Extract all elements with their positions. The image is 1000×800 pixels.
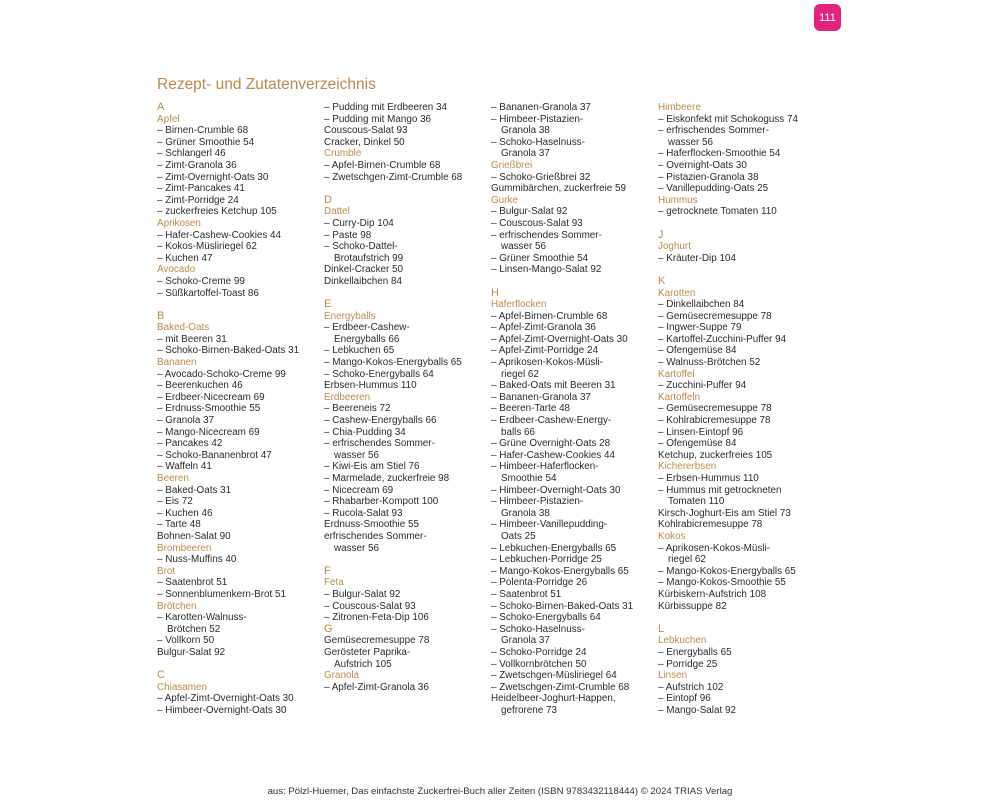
index-entry: – getrocknete Tomaten 110 xyxy=(658,206,777,218)
index-entry: – Kohlrabicremesuppe 78 xyxy=(658,415,771,427)
index-entry: – Bulgur-Salat 92 xyxy=(324,588,401,600)
index-entry: – Pudding mit Erdbeeren 34 xyxy=(324,102,447,113)
index-entry: – erfrischendes Sommer- xyxy=(658,125,769,137)
index-spacer xyxy=(157,299,317,311)
index-entry: – Nicecream 69 xyxy=(324,484,394,496)
index-entry: – Birnen-Crumble 68 xyxy=(157,125,249,137)
index-entry: – erfrischendes Sommer- xyxy=(324,438,435,450)
index-column-1 xyxy=(157,102,317,716)
index-entry: – Bananen-Granola 37 xyxy=(491,391,591,403)
page-number-badge: 111 xyxy=(814,4,841,31)
index-entry: – Saatenbrot 51 xyxy=(491,588,562,600)
index-entry: – Rucola-Salat 93 xyxy=(324,507,403,519)
index-category: Gurke xyxy=(491,194,518,206)
index-entry: – Gemüsecremesuppe 78 xyxy=(658,403,772,415)
index-entry: – Grüne Overnight-Oats 28 xyxy=(491,438,611,450)
index-letter-heading: A xyxy=(157,101,165,113)
index-entry: – Pudding mit Mango 36 xyxy=(324,113,432,125)
index-entry: – Bulgur-Salat 92 xyxy=(491,206,568,218)
index-letter-heading: G xyxy=(324,622,333,635)
index-letter-heading: E xyxy=(324,298,332,311)
page-title: Rezept- und Zutatenverzeichnis xyxy=(157,76,376,93)
index-entry: – Schoko-Energyballs 64 xyxy=(324,368,434,380)
index-entry: – Chia-Pudding 34 xyxy=(324,426,406,438)
index-entry: – Apfel-Zimt-Granola 36 xyxy=(324,681,429,693)
index-entry: – Kräuter-Dip 104 xyxy=(658,252,736,264)
index-category: Energyballs xyxy=(324,310,376,322)
index-entry: – Lebkuchen-Energyballs 65 xyxy=(491,542,617,554)
index-entry-continuation: Granola 38 xyxy=(501,507,550,519)
index-entry: – Apfel-Zimt-Overnight-Oats 30 xyxy=(491,333,628,345)
index-entry: – Vollkorn 50 xyxy=(157,635,215,647)
index-entry: – Curry-Dip 104 xyxy=(324,217,394,229)
index-entry: – Beeren-Tarte 48 xyxy=(491,403,571,415)
index-entry-continuation: wasser 56 xyxy=(668,136,714,148)
index-entry: – Schoko-Haselnuss- xyxy=(491,623,585,635)
index-entry: – Kokos-Müsliriegel 62 xyxy=(157,241,257,253)
index-category: Beeren xyxy=(157,473,189,484)
index-spacer xyxy=(157,659,317,671)
index-entry: – Mango-Kokos-Smoothie 55 xyxy=(658,577,786,589)
index-entry-continuation: Granola 37 xyxy=(501,635,550,647)
index-entry: – Mango-Salat 92 xyxy=(658,704,736,716)
index-entry: – Hummus mit getrockneten xyxy=(658,484,782,496)
index-entry: – Schoko-Bananenbrot 47 xyxy=(157,449,272,461)
index-entry: – Saatenbrot 51 xyxy=(157,577,228,589)
index-column-2 xyxy=(324,102,484,693)
index-entry: – Apfel-Zimt-Granola 36 xyxy=(491,322,596,334)
index-entry: – Baked-Oats mit Beeren 31 xyxy=(491,380,616,392)
index-letter-heading: C xyxy=(157,669,165,682)
index-entry: – Walnuss-Brötchen 52 xyxy=(658,357,761,369)
index-entry: Dinkel-Cracker 50 xyxy=(324,264,404,276)
index-entry: – Himbeer-Vanillepudding- xyxy=(491,519,608,531)
index-entry: – Ofengemüse 84 xyxy=(658,345,737,357)
index-entry: – Erdbeer-Cashew- xyxy=(324,322,410,334)
index-entry: – Kiwi-Eis am Stiel 76 xyxy=(324,461,420,473)
index-entry: – Schoko-Energyballs 64 xyxy=(491,612,601,624)
index-entry: – Mango-Kokos-Energyballs 65 xyxy=(324,357,462,369)
index-entry: – Polenta-Porridge 26 xyxy=(491,577,588,589)
index-category: Bananen xyxy=(157,357,197,369)
index-entry: – Vollkornbrötchen 50 xyxy=(491,658,587,670)
index-entry: – Schlangerl 46 xyxy=(157,148,226,160)
index-entry: – Aprikosen-Kokos-Müsli- xyxy=(658,542,770,554)
index-category: Grießbrei xyxy=(491,159,533,171)
index-entry: – Vanillepudding-Oats 25 xyxy=(658,183,769,195)
index-entry: – Ofengemüse 84 xyxy=(658,438,737,450)
index-entry: Kürbiskern-Aufstrich 108 xyxy=(658,588,767,600)
index-spacer xyxy=(324,183,484,195)
index-spacer xyxy=(658,218,818,230)
index-entry: – Zwetschgen-Zimt-Crumble 68 xyxy=(491,681,630,693)
index-entry: – Bananen-Granola 37 xyxy=(491,102,591,113)
index-entry: – Apfel-Birnen-Crumble 68 xyxy=(324,159,441,171)
index-category: Karotten xyxy=(658,287,696,299)
index-category: Brötchen xyxy=(157,600,197,612)
index-entry: – zuckerfreies Ketchup 105 xyxy=(157,206,277,218)
index-entry: – Pancakes 42 xyxy=(157,438,223,450)
index-entry: Dinkellaibchen 84 xyxy=(324,275,402,287)
index-entry: – Eis 72 xyxy=(157,496,193,508)
index-entry: – Himbeer-Pistazien- xyxy=(491,496,584,508)
index-entry: Erdnuss-Smoothie 55 xyxy=(324,519,419,531)
index-entry: – Schoko-Birnen-Baked-Oats 31 xyxy=(491,600,634,612)
index-category: Crumble xyxy=(324,148,362,160)
index-entry: – Himbeer-Haferflocken- xyxy=(491,461,599,473)
index-entry: – Aufstrich 102 xyxy=(658,681,724,693)
index-entry: – Zucchini-Puffer 94 xyxy=(658,380,747,392)
index-entry: – Linsen-Eintopf 96 xyxy=(658,426,744,438)
index-entry: – Rhabarber-Kompott 100 xyxy=(324,496,439,508)
index-entry: Gerösteter Paprika- xyxy=(324,646,411,658)
index-entry: – Marmelade, zuckerfreie 98 xyxy=(324,473,450,484)
index-entry: – Apfel-Zimt-Overnight-Oats 30 xyxy=(157,693,294,705)
index-entry: – Apfel-Zimt-Porridge 24 xyxy=(491,345,599,357)
index-entry: – Himbeer-Overnight-Oats 30 xyxy=(491,484,621,496)
index-entry: – Couscous-Salat 93 xyxy=(324,600,416,612)
index-entry-continuation: riegel 62 xyxy=(668,554,706,566)
index-category: Kartoffel xyxy=(658,368,695,380)
index-entry: – Erdnuss-Smoothie 55 xyxy=(157,403,261,415)
index-entry: – Porridge 25 xyxy=(658,658,718,670)
index-entry-continuation: Tomaten 110 xyxy=(668,496,725,508)
index-letter-heading: J xyxy=(658,228,664,241)
index-entry-continuation: balls 66 xyxy=(501,426,536,438)
index-entry: – Zitronen-Feta-Dip 106 xyxy=(324,612,429,624)
index-entry-continuation: wasser 56 xyxy=(501,241,547,253)
index-entry: Erbsen-Hummus 110 xyxy=(324,380,417,392)
index-category: Himbeere xyxy=(658,102,701,113)
index-entry: – Süßkartoffel-Toast 86 xyxy=(157,287,259,299)
index-entry: – Apfel-Birnen-Crumble 68 xyxy=(491,310,608,322)
index-entry-continuation: Energyballs 66 xyxy=(334,333,400,345)
index-entry: – Cashew-Energyballs 66 xyxy=(324,415,437,427)
copyright-footer: aus: Pölzl-Huemer, Das einfachste Zuckerfrei-Buch aller Zeiten (ISBN 9783432118444) © 2024 TRIAS Verlag xyxy=(267,786,733,797)
index-entry: – Tarte 48 xyxy=(157,519,201,531)
index-entry-continuation: Aufstrich 105 xyxy=(334,658,392,670)
index-entry: Cracker, Dinkel 50 xyxy=(324,136,405,148)
index-entry: Ketchup, zuckerfreies 105 xyxy=(658,449,773,461)
index-entry: – Erdbeer-Cashew-Energy- xyxy=(491,415,612,427)
index-letter-heading: L xyxy=(658,622,665,635)
index-spacer xyxy=(658,612,818,624)
index-entry: – Couscous-Salat 93 xyxy=(491,217,583,229)
index-entry: – Schoko-Grießbrei 32 xyxy=(491,171,591,183)
index-entry: – Waffeln 41 xyxy=(157,461,212,473)
index-entry: – Schoko-Haselnuss- xyxy=(491,136,585,148)
index-entry: – Hafer-Cashew-Cookies 44 xyxy=(491,449,616,461)
index-entry-continuation: wasser 56 xyxy=(334,449,380,461)
index-column-4 xyxy=(658,102,818,716)
index-entry: – Paste 98 xyxy=(324,229,372,241)
index-category: Hummus xyxy=(658,194,698,206)
index-category: Joghurt xyxy=(658,241,691,253)
index-category: Chiasamen xyxy=(157,681,207,693)
index-entry: – Lebkuchen-Porridge 25 xyxy=(491,554,602,566)
index-entry: – Haferflocken-Smoothie 54 xyxy=(658,148,781,160)
index-entry: – Energyballs 65 xyxy=(658,646,732,658)
index-entry: – Erdbeer-Nicecream 69 xyxy=(157,391,265,403)
index-entry: – Karotten-Walnuss- xyxy=(157,612,247,624)
index-entry: – Hafer-Cashew-Cookies 44 xyxy=(157,229,282,241)
index-entry: – Zimt-Pancakes 41 xyxy=(157,183,245,195)
index-entry: – Ingwer-Suppe 79 xyxy=(658,322,742,334)
index-entry: – Zimt-Granola 36 xyxy=(157,159,237,171)
index-entry: – Grüner Smoothie 54 xyxy=(491,252,589,264)
index-entry: – Overnight-Oats 30 xyxy=(658,159,747,171)
index-entry: – Mango-Kokos-Energyballs 65 xyxy=(491,565,629,577)
index-entry: – Pistazien-Granola 38 xyxy=(658,171,759,183)
index-entry: Bohnen-Salat 90 xyxy=(157,530,231,542)
index-entry: – Mango-Kokos-Energyballs 65 xyxy=(658,565,796,577)
index-letter-heading: F xyxy=(324,564,331,577)
index-entry: – Sonnenblumenkern-Brot 51 xyxy=(157,588,287,600)
index-category: Erdbeeren xyxy=(324,391,371,403)
index-entry: – Eiskonfekt mit Schokoguss 74 xyxy=(658,113,798,125)
index-entry: Bulgur-Salat 92 xyxy=(157,646,226,658)
index-entry: erfrischendes Sommer- xyxy=(324,530,427,542)
index-entry: – Zwetschgen-Zimt-Crumble 68 xyxy=(324,171,463,183)
index-entry: – Beerenkuchen 46 xyxy=(157,380,243,392)
index-letter-heading: H xyxy=(491,286,499,299)
index-entry: – Zimt-Overnight-Oats 30 xyxy=(157,171,269,183)
index-spacer xyxy=(491,276,651,288)
index-entry: Couscous-Salat 93 xyxy=(324,125,408,137)
index-entry: – Kartoffel-Zucchini-Puffer 94 xyxy=(658,333,787,345)
index-spacer xyxy=(658,264,818,276)
index-entry: – Mango-Nicecream 69 xyxy=(157,426,260,438)
index-entry: – Kuchen 47 xyxy=(157,252,213,264)
index-category: Kichererbsen xyxy=(658,461,717,473)
index-category: Kartoffeln xyxy=(658,391,701,403)
index-entry: – Avocado-Schoko-Creme 99 xyxy=(157,368,286,380)
index-category: Aprikosen xyxy=(157,217,201,229)
index-entry: – Erbsen-Hummus 110 xyxy=(658,473,759,484)
index-entry: – mit Beeren 31 xyxy=(157,333,227,345)
index-category: Brombeeren xyxy=(157,542,212,554)
index-letter-heading: D xyxy=(324,193,332,206)
index-entry: – Eintopf 96 xyxy=(658,693,711,705)
index-entry-continuation: Granola 37 xyxy=(501,148,550,160)
index-category: Lebkuchen xyxy=(658,635,707,647)
index-entry: – Dinkellaibchen 84 xyxy=(658,299,745,311)
index-entry-continuation: Oats 25 xyxy=(501,530,536,542)
index-entry: – Himbeer-Pistazien- xyxy=(491,113,584,125)
index-entry-continuation: Smoothie 54 xyxy=(501,473,557,484)
index-entry: Gummibärchen, zuckerfreie 59 xyxy=(491,183,627,195)
index-entry: – Linsen-Mango-Salat 92 xyxy=(491,264,602,276)
index-entry: – erfrischendes Sommer- xyxy=(491,229,602,241)
index-entry-continuation: riegel 62 xyxy=(501,368,539,380)
index-entry: Heidelbeer-Joghurt-Happen, xyxy=(491,693,616,705)
index-category: Granola xyxy=(324,670,360,682)
index-entry: Gemüsecremesuppe 78 xyxy=(324,635,430,647)
index-entry: – Schoko-Birnen-Baked-Oats 31 xyxy=(157,345,300,357)
index-entry: – Schoko-Porridge 24 xyxy=(491,646,587,658)
index-entry: Kirsch-Joghurt-Eis am Stiel 73 xyxy=(658,507,791,519)
index-category: Avocado xyxy=(157,264,196,276)
index-entry-continuation: wasser 56 xyxy=(334,542,380,554)
index-letter-heading: B xyxy=(157,309,165,322)
index-entry: – Baked-Oats 31 xyxy=(157,484,232,496)
index-column-3 xyxy=(491,102,651,716)
index-entry-continuation: gefrorene 73 xyxy=(501,704,558,716)
index-entry: – Beereneis 72 xyxy=(324,403,391,415)
index-entry: – Granola 37 xyxy=(157,415,215,427)
index-entry: – Gemüsecremesuppe 78 xyxy=(658,310,772,322)
index-entry: – Aprikosen-Kokos-Müsli- xyxy=(491,357,603,369)
index-entry: – Zimt-Porridge 24 xyxy=(157,194,239,206)
index-entry: – Kuchen 46 xyxy=(157,507,213,519)
index-entry: – Nuss-Muffins 40 xyxy=(157,554,237,566)
index-entry: – Zwetschgen-Müsliriegel 64 xyxy=(491,670,617,682)
index-entry-continuation: Brötchen 52 xyxy=(167,623,221,635)
index-category: Brot xyxy=(157,565,176,577)
index-category: Feta xyxy=(324,577,344,589)
index-entry: Kürbissuppe 82 xyxy=(658,600,727,612)
index-entry-continuation: Granola 38 xyxy=(501,125,550,137)
index-category: Haferflocken xyxy=(491,299,547,311)
index-category: Linsen xyxy=(658,670,688,682)
index-entry: – Himbeer-Overnight-Oats 30 xyxy=(157,704,287,716)
index-spacer xyxy=(324,288,484,300)
index-entry: Kohlrabicremesuppe 78 xyxy=(658,519,763,531)
index-spacer xyxy=(324,554,484,566)
index-category: Dattel xyxy=(324,206,350,218)
index-entry: – Schoko-Creme 99 xyxy=(157,275,245,287)
index-entry: – Schoko-Dattel- xyxy=(324,241,398,253)
index-category: Baked-Oats xyxy=(157,322,210,334)
index-entry: – Lebkuchen 65 xyxy=(324,345,395,357)
index-category: Kokos xyxy=(658,530,686,542)
index-entry-continuation: Brotaufstrich 99 xyxy=(334,252,404,264)
index-category: Apfel xyxy=(157,113,180,125)
index-entry: – Grüner Smoothie 54 xyxy=(157,136,255,148)
index-letter-heading: K xyxy=(658,274,666,287)
